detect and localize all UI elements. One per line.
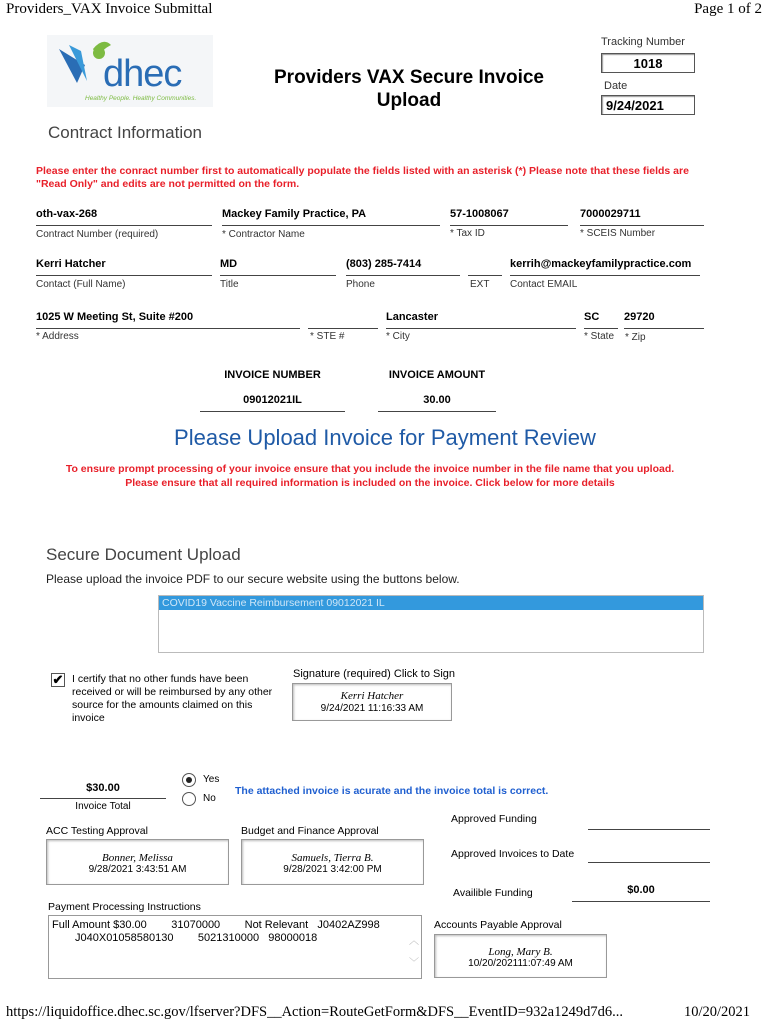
certify-text: I certify that no other funds have been received or will be reimbursed by any other source for the amounts claimed on this invoice bbox=[72, 673, 273, 724]
payment-instructions-textarea[interactable] bbox=[48, 915, 422, 979]
available-funding-field[interactable]: $0.00 bbox=[572, 884, 710, 902]
city-label: * City bbox=[386, 331, 410, 342]
upload-notice-2[interactable]: Please ensure that all required information is included on the invoice. Click below for more details bbox=[125, 477, 615, 489]
contractor-name-label: * Contractor Name bbox=[222, 229, 305, 240]
ext-label: EXT bbox=[470, 279, 490, 290]
contract-number-field[interactable]: oth-vax-268 bbox=[36, 208, 212, 226]
phone-label: Phone bbox=[346, 279, 375, 290]
tax-id-label: * Tax ID bbox=[450, 228, 485, 239]
available-funding-label: Availible Funding bbox=[453, 887, 533, 899]
contact-email-field[interactable]: kerrih@mackeyfamilypractice.com bbox=[510, 258, 700, 276]
sceis-number-field[interactable]: 7000029711 bbox=[580, 208, 704, 226]
ap-approval-name: Long, Mary B. bbox=[488, 946, 553, 958]
signature-name: Kerri Hatcher bbox=[340, 690, 404, 702]
secure-upload-instructions: Please upload the invoice PDF to our secure website using the buttons below. bbox=[46, 572, 460, 586]
approved-funding-label: Approved Funding bbox=[451, 813, 537, 825]
logo-tagline: Healthy People. Healthy Communities. bbox=[85, 95, 197, 102]
contract-notice: Please enter the conract number first to automatically populate the fields listed with an asterisk (*) Please note that these fields are "Read Only" and edits are not permitted on the form. bbox=[36, 165, 689, 190]
dhec-logo bbox=[47, 35, 213, 107]
secure-upload-heading: Secure Document Upload bbox=[46, 545, 241, 564]
approved-invoices-label: Approved Invoices to Date bbox=[451, 848, 575, 860]
contact-name-label: Contact (Full Name) bbox=[36, 279, 126, 290]
budget-approval-box[interactable] bbox=[241, 839, 424, 885]
tracking-label: Tracking Number bbox=[601, 36, 685, 48]
invoice-number-label: INVOICE NUMBER bbox=[224, 369, 321, 381]
invoice-total-field[interactable]: $30.00 bbox=[40, 782, 166, 799]
acc-approval-timestamp: 9/28/2021 3:43:51 AM bbox=[88, 864, 187, 875]
yes-label: Yes bbox=[203, 774, 220, 785]
signature-label: Signature (required) Click to Sign bbox=[293, 668, 456, 680]
contact-email-label: Contact EMAIL bbox=[510, 279, 578, 290]
contact-name-field[interactable]: Kerri Hatcher bbox=[36, 258, 212, 276]
payment-instructions-line-2: J040X01058580130 5021310000 98000018 bbox=[75, 932, 318, 944]
form-title: Providers VAX Secure Invoice Upload bbox=[274, 67, 544, 111]
date-label: Date bbox=[604, 80, 628, 92]
footer-url: https://liquidoffice.dhec.sc.gov/lfserver?DFS__Action=RouteGetForm&DFS__EventID=932a1249d7d6... bbox=[6, 1004, 623, 1020]
scroll-up-icon[interactable]: ︿ bbox=[409, 936, 419, 947]
acc-approval-box[interactable] bbox=[46, 839, 229, 885]
ap-approval-timestamp: 10/20/202111:07:49 AM bbox=[468, 958, 573, 969]
tracking-number-field[interactable]: 1018 bbox=[601, 53, 695, 73]
no-radio[interactable] bbox=[182, 792, 196, 806]
signature-timestamp: 9/24/2021 11:16:33 AM bbox=[320, 703, 424, 714]
upload-heading: Please Upload Invoice for Payment Review bbox=[174, 425, 596, 450]
sceis-number-label: * SCEIS Number bbox=[580, 228, 656, 239]
yes-radio[interactable] bbox=[182, 773, 196, 787]
ap-approval-label: Accounts Payable Approval bbox=[434, 919, 562, 931]
page-header-left: Providers_VAX Invoice Submittal bbox=[6, 1, 213, 17]
no-label: No bbox=[203, 793, 216, 804]
contractor-name-field[interactable]: Mackey Family Practice, PA bbox=[222, 208, 440, 226]
contract-number-label: Contract Number (required) bbox=[36, 229, 159, 240]
acc-approval-label: ACC Testing Approval bbox=[46, 825, 148, 837]
invoice-amount-field[interactable]: 30.00 bbox=[378, 394, 496, 412]
city-field[interactable]: Lancaster bbox=[386, 311, 576, 329]
acc-approval-name: Bonner, Melissa bbox=[102, 852, 173, 864]
payment-instructions-line-1: Full Amount $30.00 31070000 Not Relevant J0402AZ998 bbox=[52, 919, 380, 931]
title-field[interactable]: MD bbox=[220, 258, 336, 276]
budget-approval-name: Samuels, Tierra B. bbox=[291, 852, 374, 864]
footer-date: 10/20/2021 bbox=[683, 1004, 750, 1020]
title-label: Title bbox=[220, 279, 239, 290]
ext-field[interactable] bbox=[468, 258, 502, 276]
ste-label: * STE # bbox=[310, 331, 345, 342]
phone-field[interactable]: (803) 285-7414 bbox=[346, 258, 460, 276]
accuracy-statement: The attached invoice is acurate and the invoice total is correct. bbox=[235, 785, 549, 797]
zip-label: * Zip bbox=[625, 332, 646, 343]
zip-field[interactable]: 29720 bbox=[624, 311, 704, 329]
tax-id-field[interactable]: 57-1008067 bbox=[450, 208, 568, 226]
address-label: * Address bbox=[36, 331, 79, 342]
upload-notice-1: To ensure prompt processing of your invoice ensure that you include the invoice number in the file name that you upload. bbox=[65, 463, 675, 475]
state-label: * State bbox=[584, 331, 615, 342]
ap-approval-box[interactable] bbox=[434, 934, 607, 978]
uploaded-file-item[interactable]: COVID19 Vaccine Reimbursement 09012021 IL bbox=[159, 596, 703, 610]
budget-approval-timestamp: 9/28/2021 3:42:00 PM bbox=[283, 864, 382, 875]
contract-info-heading: Contract Information bbox=[48, 123, 203, 142]
approved-funding-field[interactable] bbox=[588, 812, 710, 830]
checkmark-icon: ✔ bbox=[52, 672, 64, 687]
approved-invoices-field[interactable] bbox=[588, 845, 710, 863]
logo-text: dhec bbox=[103, 53, 182, 95]
date-field[interactable]: 9/24/2021 bbox=[601, 95, 695, 115]
state-field[interactable]: SC bbox=[584, 311, 618, 329]
address-field[interactable]: 1025 W Meeting St, Suite #200 bbox=[36, 311, 300, 329]
ste-field[interactable] bbox=[308, 311, 378, 329]
radio-dot-icon bbox=[186, 777, 192, 783]
invoice-amount-label: INVOICE AMOUNT bbox=[388, 369, 486, 381]
invoice-number-field[interactable]: 09012021IL bbox=[200, 394, 345, 412]
payment-instructions-label: Payment Processing Instructions bbox=[48, 901, 201, 913]
invoice-total-label: Invoice Total bbox=[75, 801, 131, 812]
scroll-down-icon[interactable]: ﹀ bbox=[409, 958, 419, 969]
uploaded-files-list[interactable] bbox=[158, 595, 704, 653]
certify-checkbox[interactable] bbox=[51, 673, 65, 687]
page-header-right: Page 1 of 2 bbox=[694, 1, 762, 17]
signature-box[interactable] bbox=[292, 683, 452, 721]
budget-approval-label: Budget and Finance Approval bbox=[241, 825, 379, 837]
